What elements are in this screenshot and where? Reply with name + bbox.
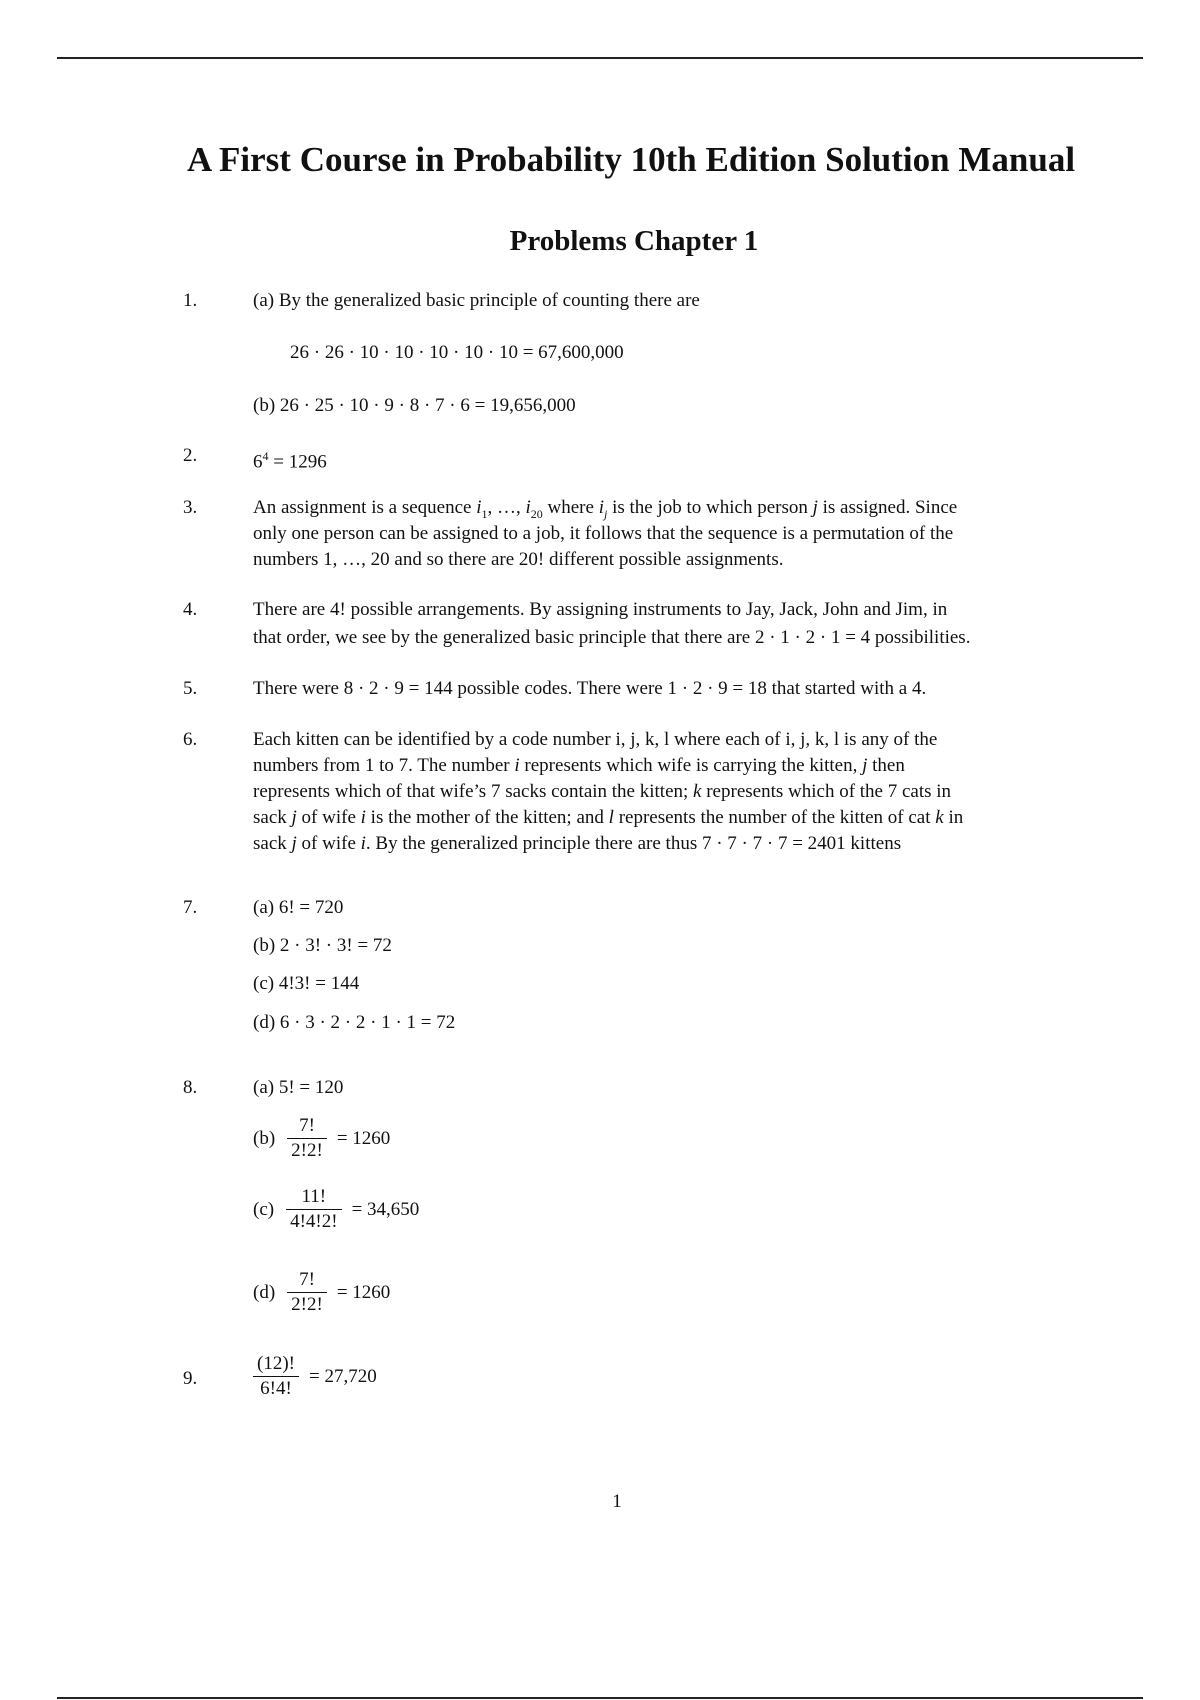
- problem-8-part-c: [253, 1185, 419, 1234]
- fraction: [287, 1114, 327, 1163]
- power-result: = 1296: [268, 451, 327, 473]
- problem-6-line-1: Each kitten can be identified by a code number i, j, k, l where each of i, j, k, l is any of the: [253, 729, 938, 750]
- problem-7-number: 7.: [183, 897, 198, 918]
- math-var: i: [360, 833, 366, 854]
- text-run: numbers from 1 to 7. The number: [253, 755, 515, 776]
- problem-2-number: 2.: [183, 445, 198, 466]
- problem-6-line-3: [253, 779, 951, 805]
- problem-1-number: 1.: [183, 290, 198, 311]
- text-run: An assignment is a sequence: [253, 497, 477, 518]
- problem-5-number: 5.: [183, 678, 198, 699]
- problem-9-number: 9.: [183, 1368, 198, 1389]
- problem-6-line-4: [253, 805, 963, 831]
- math-var: j: [291, 833, 297, 854]
- math-var: k: [935, 807, 944, 828]
- text-run: represents which wife is carrying the kitten,: [519, 755, 863, 776]
- fraction-numerator: (12)!: [257, 1353, 295, 1374]
- problem-5-line-1: There were 8 · 2 · 9 = 144 possible codes. There were 1 · 2 · 9 = 18 that started with a 4.: [253, 678, 927, 699]
- text-run: where: [542, 497, 599, 518]
- problem-4-line-2: that order, we see by the generalized basic principle that there are 2 · 1 · 2 · 1 = 4 possibilities.: [253, 627, 971, 648]
- problem-8-number: 8.: [183, 1077, 198, 1098]
- problem-6-line-5: [253, 831, 901, 857]
- text-run: of wife: [296, 807, 361, 828]
- fraction-numerator: 7!: [299, 1269, 315, 1290]
- subscript: 20: [530, 506, 543, 521]
- math-var: i: [360, 807, 366, 828]
- power-exponent: 4: [262, 449, 269, 463]
- problem-4-line-1: There are 4! possible arrangements. By assigning instruments to Jay, Jack, John and Jim, in: [253, 599, 948, 620]
- power-base: 6: [253, 451, 263, 473]
- problem-8-part-b: [253, 1114, 390, 1163]
- text-run: represents which of the 7 cats in: [701, 781, 952, 802]
- math-var: j: [291, 807, 297, 828]
- math-var: l: [608, 807, 614, 828]
- math-var: j: [862, 755, 868, 776]
- fraction-denominator: 2!2!: [291, 1140, 323, 1161]
- problem-6-number: 6.: [183, 729, 198, 750]
- text-run: sack: [253, 833, 292, 854]
- problem-6-line-2: [253, 753, 905, 779]
- text-run: represents which of that wife’s 7 sacks contain the kitten;: [253, 781, 694, 802]
- text-run: of wife: [296, 833, 361, 854]
- problem-7-part-c: (c) 4!3! = 144: [253, 973, 360, 994]
- math-var: i: [514, 755, 520, 776]
- fraction-result: = 34,650: [351, 1198, 420, 1220]
- problem-1-part-b: (b) 26 · 25 · 10 · 9 · 8 · 7 · 6 = 19,656,000: [253, 395, 576, 416]
- chapter-title: Problems Chapter 1: [509, 225, 759, 257]
- bottom-rule: [57, 1697, 1143, 1699]
- text-run: , …,: [487, 497, 526, 518]
- problem-9-answer: [253, 1352, 377, 1401]
- problem-7-part-b: (b) 2 · 3! · 3! = 72: [253, 935, 392, 956]
- problem-4-number: 4.: [183, 599, 198, 620]
- fraction-denominator: 2!2!: [291, 1294, 323, 1315]
- text-run: is the job to which person: [607, 497, 813, 518]
- subscript: 1: [481, 506, 488, 521]
- fraction-numerator: 7!: [299, 1115, 315, 1136]
- document-title: A First Course in Probability 10th Edition Solution Manual: [186, 140, 1076, 179]
- fraction-result: = 27,720: [308, 1365, 377, 1387]
- part-label: (c): [253, 1198, 275, 1220]
- math-var: k: [693, 781, 702, 802]
- text-run: in: [943, 807, 964, 828]
- math-var: j: [812, 497, 818, 518]
- problem-3-number: 3.: [183, 497, 198, 518]
- fraction: [253, 1352, 299, 1401]
- part-label: (d): [253, 1281, 276, 1303]
- text-run: sack: [253, 807, 292, 828]
- problem-7-part-d: (d) 6 · 3 · 2 · 2 · 1 · 1 = 72: [253, 1012, 456, 1033]
- subscript: j: [603, 506, 608, 521]
- problem-1-part-a-equation: 26 · 26 · 10 · 10 · 10 · 10 · 10 = 67,600,000: [290, 342, 624, 363]
- page-number: 1: [612, 1491, 622, 1512]
- math-var: i: [525, 497, 531, 518]
- fraction-denominator: 6!4!: [260, 1378, 292, 1399]
- problem-8-part-d: [253, 1268, 390, 1317]
- part-label: (b): [253, 1127, 276, 1149]
- math-var: i: [598, 497, 604, 518]
- top-rule: [57, 57, 1143, 59]
- fraction-result: = 1260: [336, 1127, 391, 1149]
- fraction-result: = 1260: [336, 1281, 391, 1303]
- fraction-denominator: 4!4!2!: [290, 1211, 338, 1232]
- text-run: represents the number of the kitten of cat: [613, 807, 936, 828]
- problem-1-part-a-text: (a) By the generalized basic principle of counting there are: [253, 290, 700, 311]
- problem-8-part-a: (a) 5! = 120: [253, 1077, 344, 1098]
- text-run: is assigned. Since: [817, 497, 958, 518]
- text-run: then: [867, 755, 905, 776]
- fraction: [287, 1268, 327, 1317]
- problem-3-line-2: only one person can be assigned to a job, it follows that the sequence is a permutation of the: [253, 523, 954, 544]
- problem-2-answer: [253, 443, 327, 475]
- math-var: i: [476, 497, 482, 518]
- text-run: . By the generalized principle there are thus 7 · 7 · 7 · 7 = 2401 kittens: [365, 833, 902, 854]
- problem-7-part-a: (a) 6! = 720: [253, 897, 344, 918]
- problem-3-line-3: numbers 1, …, 20 and so there are 20! different possible assignments.: [253, 549, 784, 570]
- fraction-numerator: 11!: [301, 1186, 327, 1207]
- fraction: [286, 1185, 341, 1234]
- text-run: is the mother of the kitten; and: [365, 807, 609, 828]
